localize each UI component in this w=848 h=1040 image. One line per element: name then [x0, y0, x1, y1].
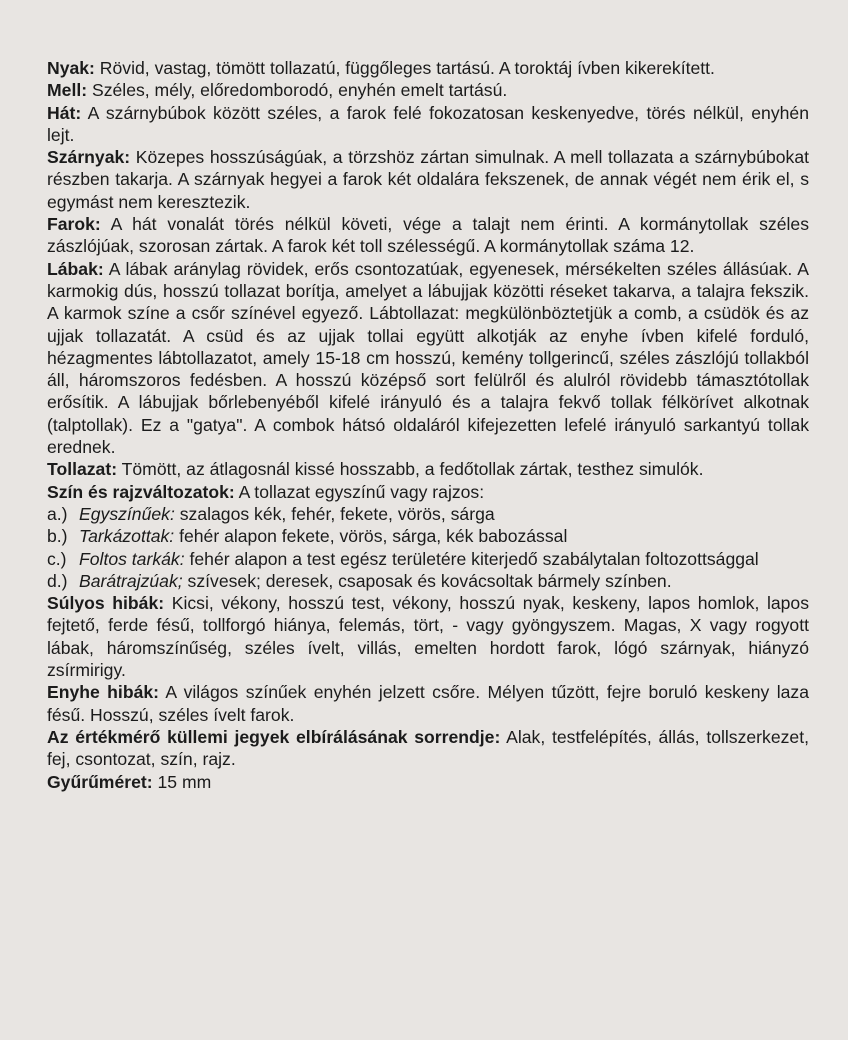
section-text: Tömött, az átlagosnál kissé hosszabb, a fedőtollak zártak, testhez simulók. [117, 459, 704, 480]
section-labak [47, 258, 809, 459]
section-label: Tollazat: [47, 459, 118, 480]
section-label: Enyhe hibák: [47, 682, 159, 703]
section-mell [47, 79, 809, 101]
section-text: A világos színűek enyhén jelzett csőre. Mélyen tűzött, fejre boruló keskeny laza fésű. Hosszú, széles ívelt farok. [47, 682, 809, 725]
variant-marker: d.) [47, 570, 68, 591]
variant-text: szívesek; deresek, csaposak és kovácsoltak bármely színben. [182, 570, 672, 591]
variant-marker: a.) [47, 503, 68, 524]
section-text: Rövid, vastag, tömött tollazatú, függőleges tartású. A toroktáj ívben kikerekített. [94, 58, 715, 78]
section-text: A lábak aránylag rövidek, erős csontozatúak, egyenesek, mérsékelten széles állásúak. A karmokig dús, hosszú tollazat borítja, amelyet a lábujjak közötti réseket takarva, a talajra fekszik. A karmok színe a csőr színével egyező. Lábtollazat: megkülönböztetjük a comb, a csüdök és az ujjak tollazatát. A csüd és az ujjak tollai együtt alkotják az enyhe ívben kifelé forduló, hézagmentes lábtollazatot, amely 15-18 cm hosszú, kemény tollgerincű, széles zászlójú tollakból áll, háromszoros fedésben. A hosszú középső sort felülről és alulról rövidebb támasztótollak erősítik. A lábujjak bőrlebenyéből kifelé irányuló és a talajra fekvő tollak félkörívet alkotnak (talptollak). Ez a "gatya". A combok hátsó oldaláról kifejezetten lefelé irányuló sarkantyú tollak erednek. [47, 258, 809, 458]
variant-marker: b.) [47, 526, 68, 547]
variant-name: Egyszínűek: [79, 503, 175, 524]
section-text: Alak, testfelépítés, állás, tollszerkezet, fej, csontozat, szín, rajz. [47, 726, 809, 770]
section-szarnyak [47, 146, 809, 213]
section-label: Szárnyak: [47, 147, 131, 168]
section-gyurumeret [47, 771, 809, 793]
section-elbiralas-sorrend [47, 726, 809, 771]
section-nyak [47, 57, 809, 79]
section-label: Hát: [47, 102, 82, 123]
section-text: 15 mm [152, 771, 212, 792]
section-text: A hát vonalát törés nélkül követi, vége a talajt nem érinti. A kormánytollak széles zászlójúak, szorosan zártak. A farok két toll szélességű. A kormánytollak száma 12. [47, 214, 809, 257]
section-tollazat [47, 458, 809, 480]
section-farok [47, 213, 809, 258]
section-label: Nyak: [47, 58, 95, 78]
section-label: Lábak: [47, 258, 104, 279]
section-label: Az értékmérő küllemi jegyek elbírálásának sorrendje: [47, 726, 501, 747]
variant-marker: c.) [47, 548, 67, 569]
section-text: Kicsi, vékony, hosszú test, vékony, hosszú nyak, keskeny, lapos homlok, lapos fejtető, ferde fésű, tollforgó hiánya, felemás, tört, - vagy gyöngyszem. Magas, X vagy rogyott lábak, háromszínűség, széles ívelt, villás, emelten hordott farok, lógó szárnyak, hiányzó zsírmirigy. [47, 593, 810, 681]
section-text: A szárnybúbok között széles, a farok felé fokozatosan keskenyedve, törés nélkül, enyhén lejt. [47, 102, 809, 145]
section-enyhe-hibak [47, 681, 809, 726]
variant-text: fehér alapon fekete, vörös, sárga, kék babozással [174, 526, 568, 547]
variant-name: Foltos tarkák: [79, 548, 185, 569]
document-text [47, 57, 809, 793]
section-szin-rajzvaltozatok [47, 481, 809, 503]
variant-name: Barátrajzúak; [79, 570, 183, 591]
section-label: Farok: [47, 214, 101, 235]
section-label: Mell: [47, 80, 88, 101]
variant-item [47, 525, 809, 547]
variant-item [47, 503, 809, 525]
variant-text: szalagos kék, fehér, fekete, vörös, sárga [174, 503, 495, 524]
section-text: Széles, mély, előredomborodó, enyhén emelt tartású. [87, 80, 508, 101]
section-hat [47, 102, 809, 147]
section-label: Szín és rajzváltozatok: [47, 481, 235, 502]
variant-name: Tarkázottak: [79, 526, 175, 547]
section-label: Súlyos hibák: [47, 593, 165, 614]
section-text: A tollazat egyszínű vagy rajzos: [234, 481, 485, 502]
section-sulyos-hibak [47, 592, 809, 681]
variant-text: fehér alapon a test egész területére kiterjedő szabálytalan foltozottsággal [184, 548, 759, 569]
variant-item [47, 548, 809, 570]
section-text: Közepes hosszúságúak, a törzshöz zártan simulnak. A mell tollazata a szárnybúbokat részben takarja. A szárnyak hegyei a farok két oldalára fekszenek, de annak végét nem érik el, s egymást nem keresztezik. [47, 147, 809, 212]
variant-item [47, 570, 809, 592]
section-label: Gyűrűméret: [47, 771, 153, 792]
